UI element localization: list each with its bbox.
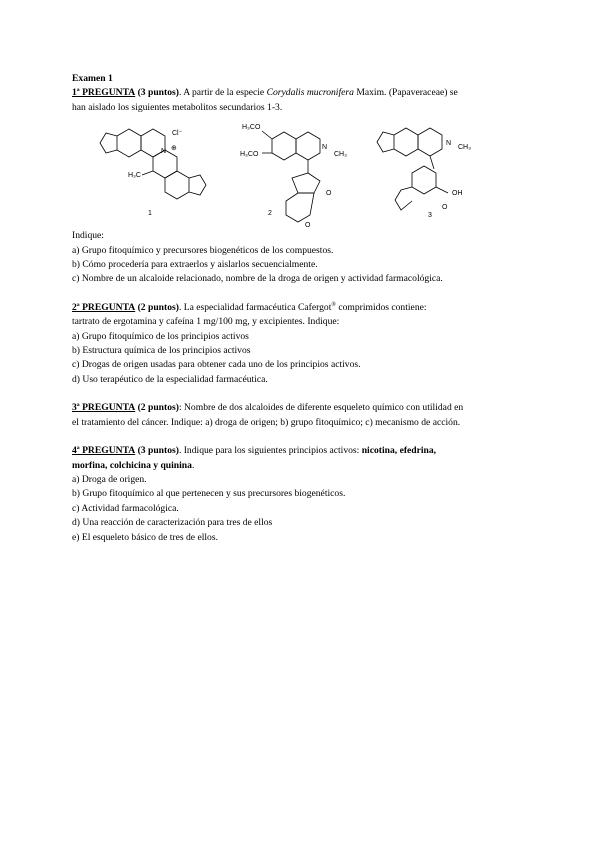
q1-line2: han aislado los siguientes metabolitos secundarios 1-3. [72, 101, 283, 113]
q4-text: . Indique para los siguientes principios activos: [178, 445, 362, 457]
q4-label: 4ª PREGUNTA [72, 445, 136, 457]
q3-text: : Nombre de dos alcaloides de diferente esqueleto químico con utilidad en [178, 402, 464, 414]
q4-actives-1: nicotina, efedrina, [361, 445, 437, 457]
q4-actives-2: morfina, colchicina y quinina [72, 459, 192, 471]
q1-item-a: a) Grupo fitoquímico y precursores biogenéticos de los compuestos. [72, 244, 334, 256]
q2-text2: comprimidos contiene: [335, 301, 427, 313]
structures-drawing [72, 123, 528, 229]
q2-item-d: d) Uso terapéutico de la especialidad farmacéutica. [72, 373, 268, 385]
spacer [72, 387, 528, 401]
s2-nitrogen: N [322, 144, 328, 152]
chemical-structures [72, 123, 528, 229]
exam-page [72, 72, 528, 545]
q2-points: (2 puntos) [137, 301, 179, 313]
exam-title: Examen 1 [72, 73, 113, 84]
q3-label: 3ª PREGUNTA [72, 402, 136, 414]
q1-item-b: b) Cómo procedería para extraerlos y aislarlos secuencialmente. [72, 259, 318, 271]
q1-label: 1ª PREGUNTA [72, 87, 136, 99]
q4-item-a: a) Droga de origen. [72, 473, 147, 485]
q2-item-a: a) Grupo fitoquímico de los principios activos [72, 330, 249, 342]
q1-species: Corydalis mucronifera [266, 87, 354, 99]
q4-item-b: b) Grupo fitoquímico al que pertenecen y sus precursores biogenéticos. [72, 488, 346, 500]
s2-methoxy-2: H₃CO [240, 151, 259, 159]
q2-text: . La especialidad farmacéutica Cafergot [178, 301, 332, 313]
q1-points: (3 puntos) [137, 87, 179, 99]
q4-end: . [191, 459, 195, 471]
s1-plus: ⊕ [171, 145, 177, 153]
q4-line2 [72, 459, 528, 473]
structure-3 [377, 128, 448, 210]
q2-label: 2ª PREGUNTA [72, 301, 136, 313]
structure-2-label: 2 [268, 210, 272, 218]
s1-nitrogen: N [161, 148, 167, 156]
q4-points: (3 puntos) [137, 445, 179, 457]
q3-line2: el tratamiento del cáncer. Indique: a) droga de origen; b) grupo fitoquímico; c) mecanismo de acción. [72, 416, 461, 428]
question-3 [72, 401, 528, 415]
s2-ring-o: O [305, 222, 311, 230]
q4-item-c: c) Actividad farmacológica. [72, 502, 179, 514]
s2-methoxy-1: H₃CO [242, 124, 261, 132]
question-4 [72, 444, 528, 458]
question-1 [72, 86, 528, 100]
q1-text-before: . A partir de la especie [178, 87, 267, 99]
s1-chloride: Cl⁻ [172, 130, 183, 138]
s3-hydroxyl: OH [452, 190, 463, 198]
s3-nitrogen: N [446, 140, 452, 148]
s3-carbonyl-o: O [442, 204, 448, 212]
q2-item-b: b) Estructura química de los principios activos [72, 345, 251, 357]
q1-indique: Indique: [72, 230, 104, 242]
q4-item-e: e) El esqueleto básico de tres de ellos. [72, 531, 218, 543]
structure-3-label: 3 [428, 212, 432, 220]
q2-line2: tartrato de ergotamina y cafeína 1 mg/100 mg, y excipientes. Indique: [72, 316, 340, 328]
q1-text-after: Maxim. (Papaveraceae) se [353, 87, 458, 99]
spacer [72, 430, 528, 444]
spacer [72, 287, 528, 301]
s3-methyl: CH₃ [458, 144, 471, 152]
structure-1-label: 1 [148, 210, 152, 218]
q2-item-c: c) Drogas de origen usadas para obtener cada uno de los principios activos. [72, 359, 361, 371]
question-2 [72, 301, 528, 315]
structure-1 [100, 129, 206, 199]
q1-item-c: c) Nombre de un alcaloide relacionado, nombre de la droga de origen y actividad farmacológica. [72, 273, 443, 285]
s2-carbonyl-o: O [326, 190, 332, 198]
q3-points: (2 puntos) [137, 402, 179, 414]
structure-2 [262, 131, 320, 222]
s1-methyl: H₃C [128, 172, 141, 180]
s2-methyl: CH₃ [334, 151, 347, 159]
q4-item-d: d) Una reacción de caracterización para tres de ellos [72, 517, 273, 529]
q2-registered-mark: ® [331, 301, 336, 308]
